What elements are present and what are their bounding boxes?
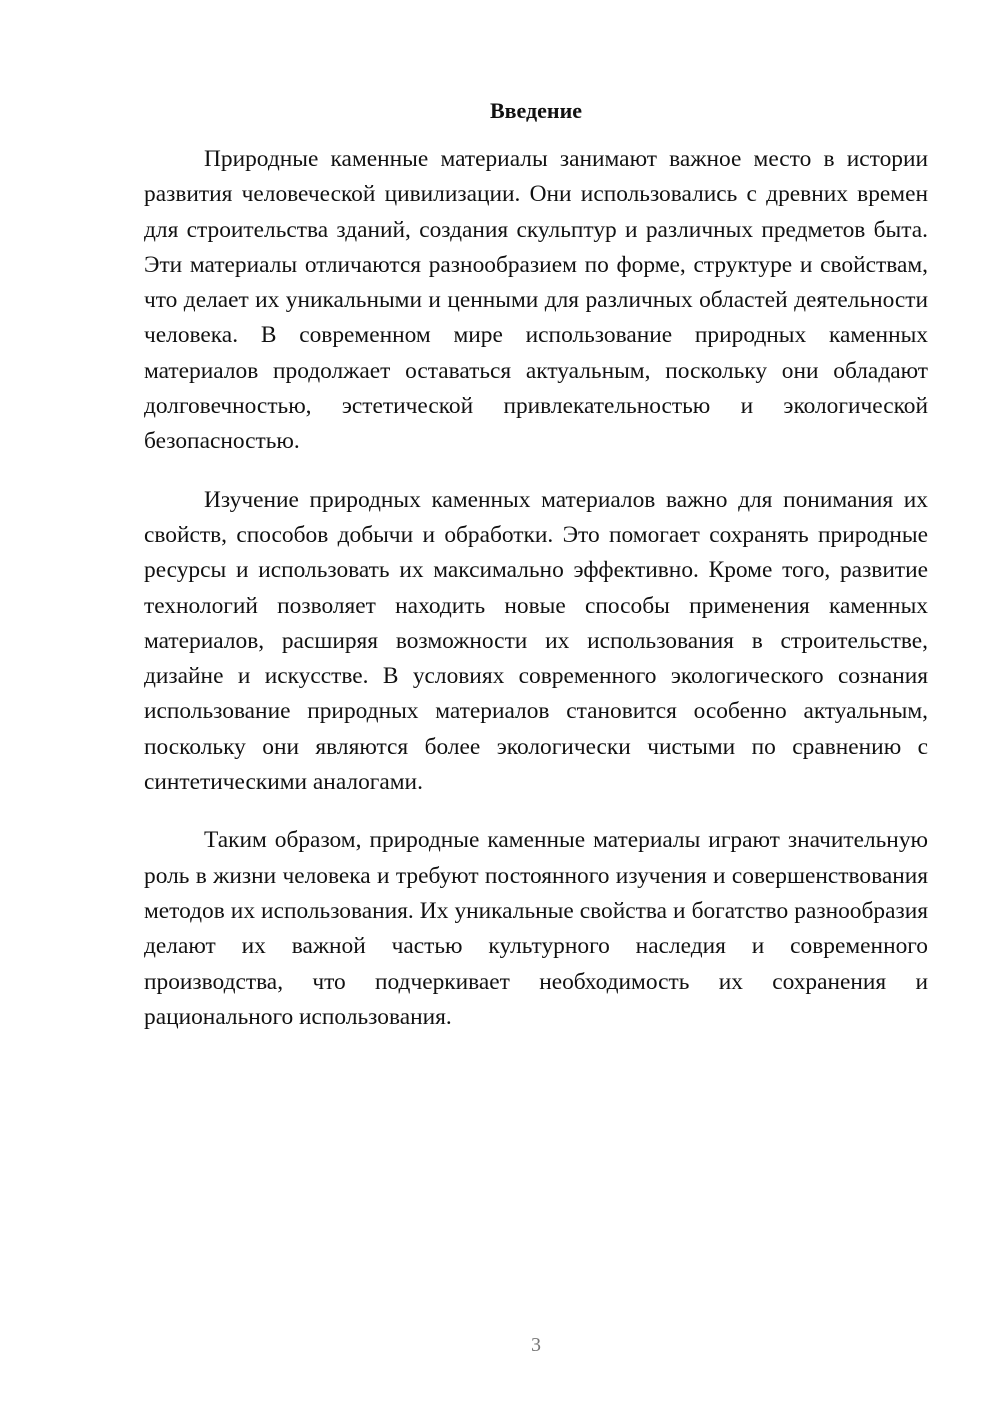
- paragraph-3: Таким образом, природные каменные материалы играют значительную роль в жизни человека и требуют постоянного изучения и совершенствования методов их использования. Их уникальные свойства и богатство разнообразия делают их важной частью культурного наследия и современного производства, что подчеркивает необходимость их сохранения и рационального использования.: [144, 827, 928, 1030]
- page-number: 3: [531, 1334, 541, 1356]
- paragraph-2: Изучение природных каменных материалов важно для понимания их свойств, способов добычи и обработки. Это помогает сохранять природные ресурсы и использовать их максимально эффективно. Кроме того, развитие технологий позволяет находить новые способы применения каменных материалов, расширяя возможности их использования в строительстве, дизайне и искусстве. В условиях современного экологического сознания использование природных материалов становится особенно актуальным, поскольку они являются более экологически чистыми по сравнению с синтетическими аналогами.: [144, 486, 928, 796]
- page-title: Введение: [489, 98, 583, 123]
- document-body: [144, 142, 928, 1058]
- paragraph-1: Природные каменные материалы занимают важное место в истории развития человеческой цивилизации. Они использовались с древних времен для строительства зданий, создания скульптур и различных предметов быта. Эти материалы отличаются разнообразием по форме, структуре и свойствам, что делает их уникальными и ценными для различных областей деятельности человека. В современном мире использование природных каменных материалов продолжает оставаться актуальным, поскольку они обладают долговечностью, эстетической привлекательностью и экологической безопасностью.: [144, 146, 928, 455]
